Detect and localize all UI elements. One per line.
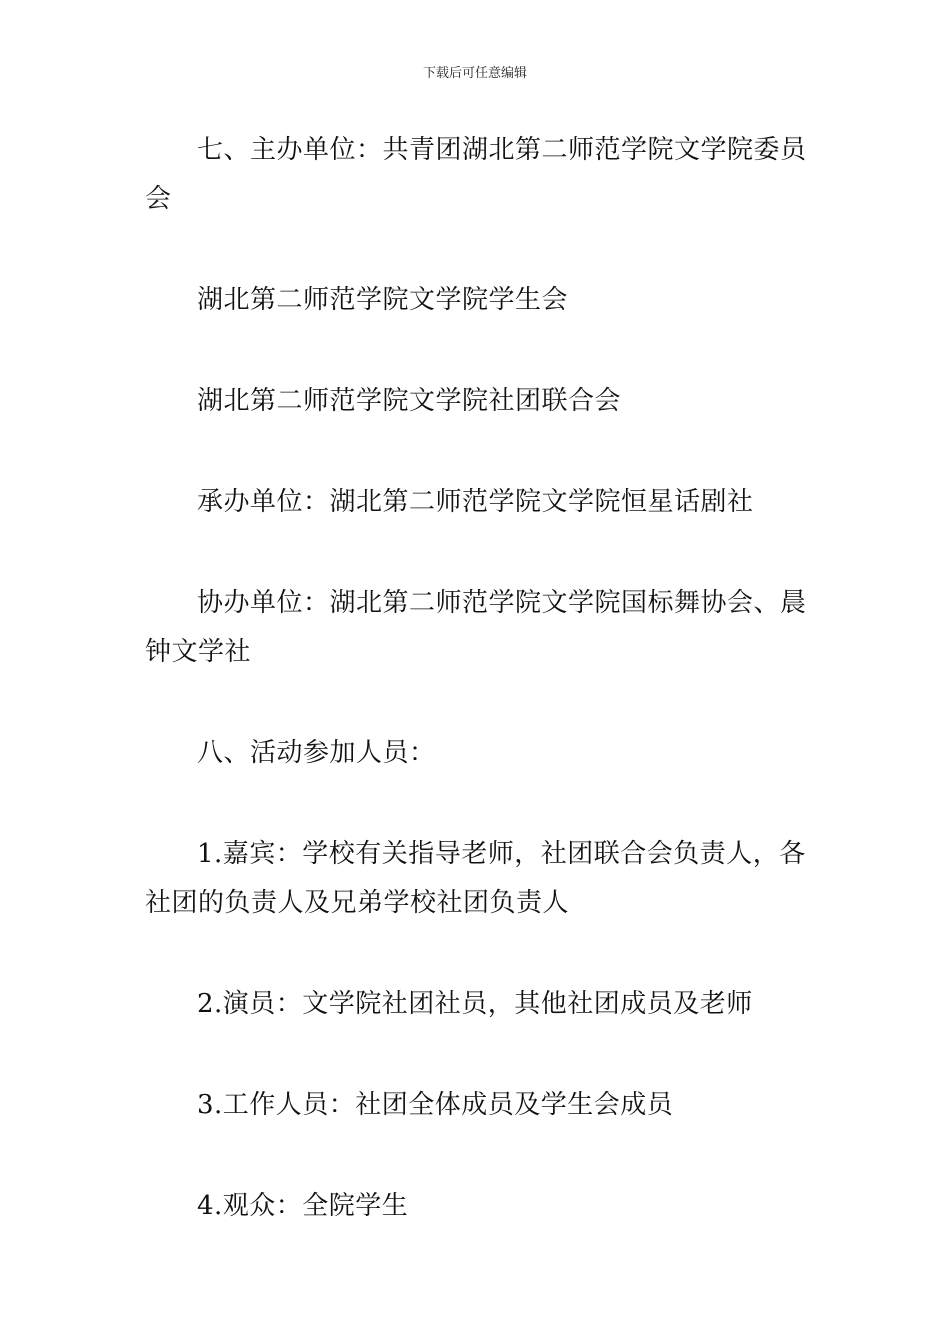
paragraph-club-federation: 湖北第二师范学院文学院社团联合会	[197, 386, 622, 416]
paragraph-performers: 2.演员：文学院社团社员，其他社团成员及老师	[197, 989, 753, 1019]
paragraph-staff: 3.工作人员：社团全体成员及学生会成员	[197, 1090, 674, 1120]
page-header: 下载后可任意编辑	[422, 66, 527, 81]
paragraph-organizer: 七、主办单位：共青团湖北第二师范学院文学院委员会	[145, 135, 807, 214]
paragraph-guests: 1.嘉宾：学校有关指导老师，社团联合会负责人，各社团的负责人及兄弟学校社团负责人	[145, 839, 806, 918]
document-body	[145, 126, 809, 1231]
paragraph-student-union: 湖北第二师范学院文学院学生会	[197, 285, 569, 315]
paragraph-participants-heading: 八、活动参加人员：	[197, 738, 436, 768]
paragraph-co-organizer: 协办单位：湖北第二师范学院文学院国标舞协会、晨钟文学社	[145, 588, 807, 667]
paragraph-host-unit: 承办单位：湖北第二师范学院文学院恒星话剧社	[197, 487, 754, 517]
paragraph-audience: 4.观众：全院学生	[197, 1191, 409, 1221]
